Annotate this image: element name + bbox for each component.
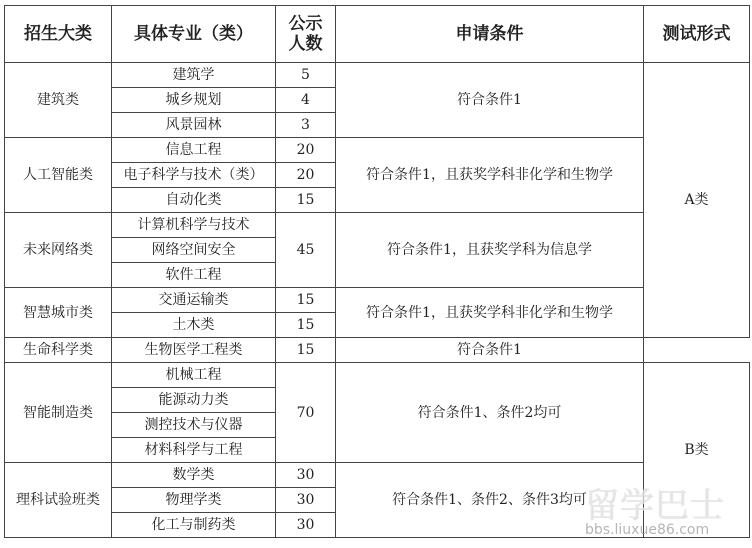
header-count [276, 6, 336, 63]
table-row [5, 463, 750, 488]
category-cell: 智能制造类 [5, 363, 112, 463]
count-cell: 30 [276, 513, 336, 538]
admission-table [4, 5, 750, 538]
category-cell: 生命科学类 [5, 338, 112, 363]
header-row [5, 6, 750, 63]
table-row [5, 338, 750, 363]
count-cell: 45 [276, 213, 336, 288]
major-cell: 数学类 [112, 463, 276, 488]
table-row [5, 213, 750, 238]
table-row [5, 363, 750, 388]
condition-cell: 符合条件1，且获奖学科非化学和生物学 [336, 288, 644, 338]
major-cell: 城乡规划 [112, 88, 276, 113]
count-cell: 4 [276, 88, 336, 113]
major-cell: 风景园林 [112, 113, 276, 138]
condition-cell: 符合条件1 [336, 63, 644, 138]
category-cell: 建筑类 [5, 63, 112, 138]
header-count-line1: 公示 [288, 14, 323, 34]
category-cell: 智慧城市类 [5, 288, 112, 338]
watermark-url: bbs.liuxue86.com [585, 522, 710, 538]
category-cell: 人工智能类 [5, 138, 112, 213]
count-cell: 20 [276, 138, 336, 163]
count-cell: 15 [276, 338, 336, 363]
count-cell: 3 [276, 113, 336, 138]
count-cell: 15 [276, 313, 336, 338]
major-cell: 电子科学与技术（类） [112, 163, 276, 188]
table-row [5, 138, 750, 163]
count-cell: 15 [276, 188, 336, 213]
major-cell: 物理学类 [112, 488, 276, 513]
header-test: 测试形式 [644, 6, 750, 63]
test-cell: B类 [644, 363, 750, 538]
major-cell: 机械工程 [112, 363, 276, 388]
header-count-line2: 人数 [288, 34, 323, 54]
table-row [5, 288, 750, 313]
category-cell: 未来网络类 [5, 213, 112, 288]
major-cell: 测控技术与仪器 [112, 413, 276, 438]
major-cell: 生物医学工程类 [112, 338, 276, 363]
count-cell: 30 [276, 488, 336, 513]
count-cell: 15 [276, 288, 336, 313]
header-major: 具体专业（类） [112, 6, 276, 63]
condition-cell: 符合条件1，且获奖学科非化学和生物学 [336, 138, 644, 213]
condition-cell: 符合条件1、条件2、条件3均可 [336, 463, 644, 538]
test-cell: A类 [644, 63, 750, 338]
major-cell: 建筑学 [112, 63, 276, 88]
major-cell: 信息工程 [112, 138, 276, 163]
condition-cell: 符合条件1，且获奖学科为信息学 [336, 213, 644, 288]
major-cell: 计算机科学与技术 [112, 213, 276, 238]
condition-cell: 符合条件1、条件2均可 [336, 363, 644, 463]
major-cell: 土木类 [112, 313, 276, 338]
major-cell: 能源动力类 [112, 388, 276, 413]
watermark-logo: 留学巴士 [585, 486, 725, 526]
count-cell: 30 [276, 463, 336, 488]
major-cell: 化工与制药类 [112, 513, 276, 538]
major-cell: 自动化类 [112, 188, 276, 213]
header-category: 招生大类 [5, 6, 112, 63]
major-cell: 交通运输类 [112, 288, 276, 313]
major-cell: 网络空间安全 [112, 238, 276, 263]
header-condition: 申请条件 [336, 6, 644, 63]
table-row [5, 63, 750, 88]
major-cell: 软件工程 [112, 263, 276, 288]
condition-cell: 符合条件1 [336, 338, 644, 363]
count-cell: 70 [276, 363, 336, 463]
count-cell: 20 [276, 163, 336, 188]
category-cell: 理科试验班类 [5, 463, 112, 538]
major-cell: 材料科学与工程 [112, 438, 276, 463]
count-cell: 5 [276, 63, 336, 88]
